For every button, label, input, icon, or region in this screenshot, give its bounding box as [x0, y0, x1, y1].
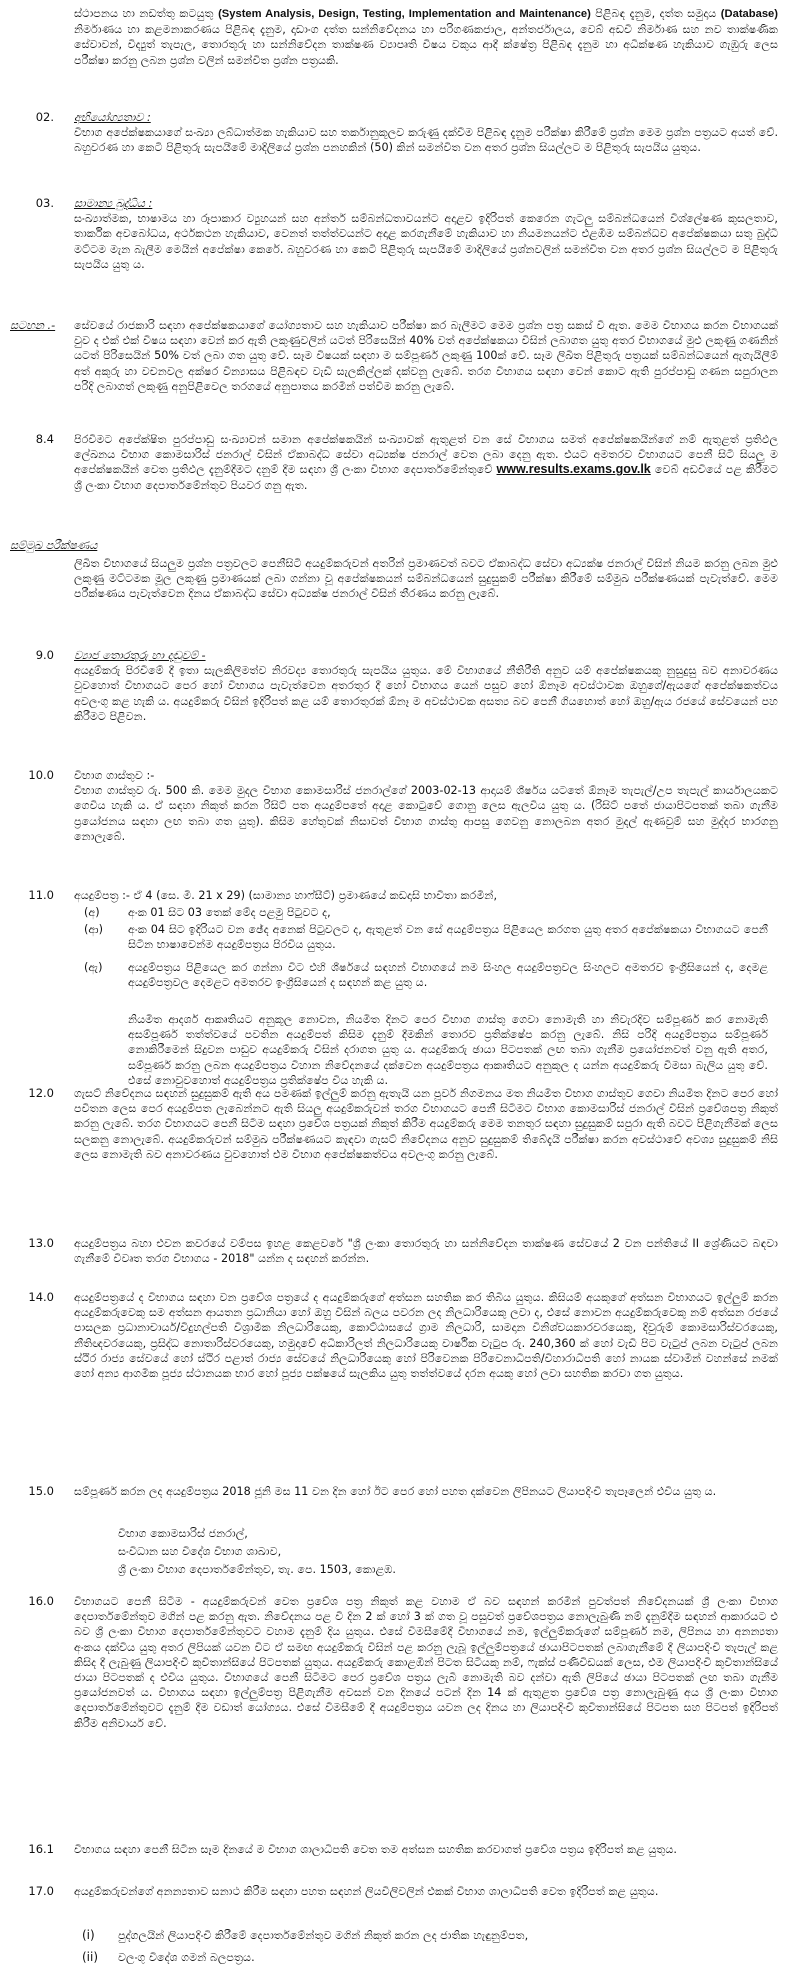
address-line: විභාග කොමසාරිස් ජනරාල්,	[118, 1527, 248, 1540]
section-number: 03.	[35, 196, 54, 210]
section-text: අයදුම්පත්‍රයේ ද විභාගය සඳහා වන ප්‍රවේශ පත්‍රයේ ද අයදුම්කරුගේ අත්සන සහතික කර තිබිය යුතුය. කිසියම් අයකුගේ අත්සන විභාගයට ඉල්ලුම් කරන අයදුම්කරුවෙකු සම අත්සන ආයතන ප්‍රධානියා හෝ ඔහු විසින් බලය පවරන ලද නිලධාරියෙකු ලවා ද, එසේ නොවන අයදුම්කරුවෙකු නම් අත්සන රජයේ පාසලක ප්‍රධානාචාර්ය/විදුහල්පති විශ්‍රාමික නිලධාරියෙකු, කොට්ඨාසයේ ග්‍රාම නිලධාරි, සාමදාන විනිශ්චයකාරවරයෙකු, දිවුරුම් කොමසාරිස්වරයෙකු, නීතිඥවරයෙකු, ප්‍රසිද්ධ නොතාරිස්වරයෙකු, හමුදාවේ අධිකාරිලත් නිලධාරියෙකු වාර්ෂික වැටුප රු. 240,360 ක් හෝ වැඩි පිට වැටුප් ලබන වැටුප් ලබන ස්ථිර රාජ්‍ය සේවයේ හෝ ස්ථිර පළාත් රාජ්‍ය සේවයේ නිලධාරියෙකු හෝ පිරිවෙනක පිරිවෙනාධිපති/විහාරාධිපති හෝ නායක ස්වාමින් වහන්සේ නමක් හෝ අන්‍ය ආගමික පූජ්‍ය ස්ථානයක භාර හෝ පූජ්‍ය පක්ෂයේ සැලකිය යුතු තත්ත්වයේ දරන අයකු හෝ ලවා සහතික කරවා ගත යුතුය.	[74, 1291, 778, 1381]
intro-line1-text: ස්ථාපනය හා නඩත්තු කටයුතු	[74, 7, 214, 20]
section-text: විභාගය සඳහා පෙනී සිටින සෑම දිනයේ ම විභාග ශාලාධිපති වෙත තම අත්සන සහතික කරවාගත් ප්‍රවේශ පත්‍රය ඉදිරිපත් කළ යුතුය.	[74, 1843, 677, 1856]
section-number: 15.0	[28, 1484, 54, 1498]
section-number: 8.4	[35, 432, 54, 446]
section-text: පිරවීමට අපේක්ෂිත පුරප්පාඩු සංඛ්‍යාවන් සමාන අපේක්ෂකයින් සංඛ්‍යාවක් ඇතුළත් වන සේ විභාගය සමත් අපේක්ෂකයින්ගේ නම් ඇතුළත් ප්‍රතිඵල ලේඛනය විභාග කොමසාරිස් ජනරාල් විසින් ඒකාබද්ධ සේවා අධ්‍යක්ෂ ජනරාල් වෙත ලබා දෙනු ඇත. එයට අමතරව විභාගයට පෙනී සිටි සියලු ම අපේක්ෂකයින් වෙත ප්‍රතිඵල දැනුම්දීමට දනුම් දීම සඳහා ශ්‍රී ලංකා විභාග දෙපාර්තමේන්තුවේ	[74, 433, 778, 477]
section-heading: සාමාන්‍ය බුද්ධිය :	[74, 197, 153, 210]
results-website-link[interactable]: www.results.exams.gov.lk	[496, 462, 651, 477]
intro-line2-text: දැනුම, දත්ත සමුදාය	[629, 7, 717, 20]
section-number: 12.0	[28, 1086, 54, 1100]
interview-text: ලිඛිත විභාගයේ සියලුම ප්‍රශ්න පත්‍රවලට පෙනීසිටි අයදුම්කරුවන් අතරින් ප්‍රමාණවත් බවට ඒකාබද්ධ සේවා අධ්‍යක්ෂ ජනරාල් විසින් නියම කරනු ලබන මුළු ලකුණු මට්ටමක මූල ලකුණු ප්‍රමාණයක් ලබා ගන්නා වූ අපේක්ෂකයන් සම්බන්ධයෙන් සුදුසුකම් පරීක්ෂා කිරීමේ සම්මුඛ පරීක්ෂණයක් පැවැත්වේ. මෙම පරීක්ෂණය පැවැත්වෙන දිනය ඒකාබද්ධ සේවා අධ්‍යක්ෂ ජනරාල් විසින් තීරණය කරනු ලැබේ.	[74, 557, 778, 601]
intro-rest: පරිගණකජාල, අන්තර්ජාලය, වෙබ් අඩවි නිර්මාණ සහ නව තාක්ෂණික සේවාවන්, විද්‍යුත් තැපැල, තොරතුරු හා සන්නිවේදන තාක්ෂණ ව්‍යාපෘති විෂය වකුය ආදී ක්ෂේත්‍ර පිළිබඳ දැනුම හා අධීක්ෂණ හැකියාව ගැඹුරු ලෙස පරීක්ෂා කරනු ලබන ප්‍රශ්න වලින් සමන්විත ප්‍රශ්න පත්‍රයකි.	[74, 23, 779, 67]
section-paragraph: නියමිත ආදර්ශ ආකෘතියට අනුකූල නොවන, නියමිත දිනට පෙර විභාග ගාස්තු ගෙවා නොමැති හා නිවැරදිව සම්පූර්ණ කර නොමැති අසම්පූර්ණ තත්ත්වයේ පවතින අයදුම්පත් කිසිම දැනුම් දීමකින් තොරව ප්‍රතික්ෂේප කරනු ලැබේ. නිසි පරිදි අයදුම්පත්‍රය සම්පූර්ණ නොකිරීමෙන් සිදුවන පාඩුව අයදුම්කරු විසින් දරාගත යුතු ය. අයදුම්කරු ඡායා පිටපතක් ලඟ තබා ගැනීම ප්‍රයෝජනවත් වනු ඇති අතර, සම්පූර්ණ කරනු ලබන අයදුම්පත්‍රය විහාන නිවේදනයේ දක්වෙන අයදුම්පත්‍රය ආකෘතියට අනුකූල ද යන්න අයදුම්කරු විමසා බැලිය යුතු වේ. එසේ නොවුවහොත් අයදුම්පත්‍රය ප්‍රතික්ෂේප විය හැකි ය.	[128, 1013, 768, 1087]
section-number: 16.1	[28, 1842, 54, 1856]
interview-heading: සම්මුඛ පරීක්ෂණය	[10, 539, 98, 552]
section-heading: විභාග ගාස්තුව :-	[74, 769, 155, 782]
section-number: 02.	[35, 110, 54, 124]
section-text: අයදුම්කරුවන්ගේ අනන්‍යතාව සනාථ කිරීම සඳහා පහත සඳහන් ලියවිලිවලින් එකක් විභාග ශාලාධිපති වෙත ඉදිරිපත් කළ යුතුය.	[74, 1885, 659, 1898]
list-item-text: අංක 01 සිට 03 තෙක් මේද පළමු පිටුවට ද,	[128, 906, 331, 919]
section-text: අයදුම්පත්‍ර :- ඒ 4 (සෙ. මී. 21 x 29) (සාමාන්‍ය හාෆ්සීට්) ප්‍රමාණයේ කඩදාසි භාවිතා කරමින්,	[74, 889, 498, 902]
section-text: ගැසට් නිවේදනය සඳහන් සුදුසුකම් ඇති අය පමණක් ඉල්ලුම් කරනු ඇතැයි යන පූර්ව නිගමනය මත නියමිත විභාග ගාස්තුව ගෙවා නියමිත දිනට පෙර හෝ පවිතන ලෙස පෙර අයදුම්පත ලැබෙන්නට ඇති සියලු අයදුම්කරුවන් තරග විභාගයට පෙනී සිටීමට විභාග කොමසාරිස් ජනරාල් විසින් ප්‍රවේශපත්‍ර නිකුත් කරනු ලැබේ. තරග විභාගයට පෙනී සිටීම සඳහා ප්‍රවේශ පත්‍රයක් නිකුත් කිරීම අයදුම්කරු මෙම තනතුර සඳහා සුදුසුකම් සපුරා ඇති බවට පිළිගැනීමක් ලෙස සලකනු නොලැබේ. අයදුම්කරුවන් සම්මුඛ පරීක්ෂණයට කැඳවා ගැසට් නිවේදනය අනුව සුදුසුකම් තිබේදැයි පරීක්ෂා කරන අවස්ථාවේ අවශ්‍ය සුදුසුකම් නිසි ලෙස නොමැති බව අනාවරණය වුවහොත් එම විභාග අපේක්ෂකත්වය අවලංගු කරනු ලැබේ.	[74, 1087, 778, 1161]
section-text: සංඛ්‍යාත්මක, භාෂාමය හා රූපාකාර ව්‍යුහයන් සහ අන්තර් සම්බන්ධතාවයන්ට අදාළව ඉදිරිපත් කෙරෙන ගැටලු සම්බන්ධයෙන් විශ්ලේෂණ කුසලතාව, තාර්කික අවබෝධය, අර්ථකථන හැකියාව, වෙනත් තත්ත්වයන්ට අදාළ කරගැනීමේ හැකියාව හා නියමනයන්ට එළඹීම සම්බන්ධව අපේක්ෂකයා සතු බුද්ධි මට්ටම මැන බැලීම මෙයින් අපේක්ෂා කෙරේ. බහුවරණ හා කෙටි පිළිතුරු සැපයීමේ මාදිලියේ ප්‍රශ්නවලින් සමන්විත වන අතර ප්‍රශ්න සියල්ලට ම පිළිතුරු සැපයිය යුතු ය.	[74, 212, 778, 271]
list-item-text: වලංගු විදේශ ගමන් බලපත්‍රය.	[118, 1951, 255, 1964]
section-number: 11.0	[28, 888, 54, 902]
section-text-post: වෙබ් අඩවියේ පළ කිරීමට ශ්‍රී ලංකා විභාග දෙපාර්තමේන්තුව පියවර ගනු ඇත.	[74, 463, 778, 492]
section-text: විභාගයට පෙනී සිටීම - අයදුම්කරුවන් වෙත ප්‍රවේශ පත්‍ර නිකුත් කළ වහාම ඒ බව සඳහන් කරමින් පුවත්පත් නිවේදනයක් ශ්‍රී ලංකා විභාග දෙපාර්තමේන්තුව මගින් පළ කරනු ඇත. නිවේදනය පළ වී දින 2 ක් හෝ 3 ක් ගත වූ පසුවත් ප්‍රවේශපත්‍රය නොලැබුණි නම් දැනුම්දීම සඳහන් ආකාරයට එ බව ශ්‍රී ලංකා විභාග දෙපාර්තමේන්තුවට වහාම දැනුම් දිය යුතුය. එසේ විමසීමේදී විභාගයේ නම, ඉල්ලුම්කරුගේ සම්පූර්ණ නම, ලිපිනය හා අනන්‍යතා අංකය දක්විය යුතු අතර ලිපියක් යවන විට ඒ සමඟ අයදුම්කරු විසින් පළ කරනු ලැබූ ඉල්ලුම්පත්‍රයේ ඡායාපිටපතක් ලබාගැනීමේ දී ලියාපදිංචි තැපැල් කළ කිසිද දී ලැබුණු ලියාපදිංචි කුවිතාන්සියේ පිටපතක් යුතුය. අයදුම්කරු කොළඹින් පිටත සිටියකු නම්, ෆැක්ස් පණිවිඩයක් ලෙස, එම ලියාපදිංචි කුවිතාන්සියේ ජායා පිටපතක් ද එවිය යුතුය. විභාගයේ පෙනී සිටීමට පෙර ප්‍රවේශ පත්‍රය ලැබී නොමැති බව දන්වා ඇති ලිපියේ ඡායා පිටපතක් ලඟ තබා ගැනීම ප්‍රයෝජනවත් ය. විභාගය සඳහා ඉල්ලුම්පත්‍ර පිළිගැනීම අවසන් වන දිනයේ පටන් දින 14 ක් ඇතුළත ප්‍රවේශ පත්‍ර නොලැබුණු අය ශ්‍රී ලංකා විභාග දෙපාර්තමේන්තුවට දැනුම් දීම වඩාත් යෝග්‍යය. එසේ විමසීමේ දී අයදුම්පත්‍රය යවන ලද දිනය හා ලියාපදිංචි කුවිතාන්සියේ පිටපත සහ පිටපත් ඉදිරිපත් කිරීම අනිවාර්ය වේ.	[74, 1595, 778, 1730]
note-lead: සටහන .-	[10, 319, 56, 332]
list-item-text: පුද්ගලයින් ලියාපදිංචි කිරීමේ දෙපාර්තමේන්තුව මගින් නිකුත් කරන ලද ජාතික හැඳුනුම්පත,	[118, 1929, 529, 1942]
list-item-mark: (ඇ)	[84, 961, 103, 974]
section-text: සම්පූර්ණ කරන ලද අයදුම්පත්‍රය 2018 ජූනි මස 11 වන දින හෝ ඊට පෙර හෝ පහත දක්වෙන ලිපිනයට ලියාපදිංචි තැපෑලෙන් එවිය යුතු ය.	[74, 1485, 717, 1498]
section-number: 17.0	[28, 1884, 54, 1898]
list-item-text: අයදුම්පත්‍රය පිළියෙල කර ගන්නා විට එහි ශීර්ෂයේ සඳහන් විභාගයේ නම සිංහල අයදුම්පත්‍රවල සිංහලට අමතරව ඉංග්‍රීසියෙන් ද, දෙමළ අයදුම්පත්‍රවල දෙමළට අමතරව ඉංග්‍රීසියෙන් ද සඳහන් කළ යුතු ය.	[128, 961, 768, 990]
section-text: විභාග ගාස්තුව රු. 500 කි. මෙම මුදල විභාග කොමසාරිස් ජනරාල්ගේ 2003-02-13 ආදායම් ශීර්ෂය යටතේ ඕනෑම තැපැල්/උප තැපැල් කාර්යාලයකට ගෙවිය හැකි ය. ඒ සඳහා නිකුත් කරන රිසිට් පත අයදුම්පතේ අදාළ කොටුවේ ගොනු ලෙස ඇලවිය යුතු ය. (රිසිට් පතේ ජායාපිටපතක් තබා ගැනීම ප්‍රයෝජනය සඳහා ලඟ තබා ගත යුතු). කිසිම හේතුවක් නිසාවත් විභාග ගාස්තු ආපසු ගෙවනු නොලබන අතර මුදල් ඇණවුම් සහ මුද්දර භාරගනු නොලැබේ.	[74, 784, 778, 843]
intro-line2-bold: (Database)	[720, 8, 778, 20]
section-number: 10.0	[28, 768, 54, 782]
section-text: අයදුම්කරු පිරවීමේ දී ඉතා සැලකිලිමත්ව නිරවද්‍ය තොරතුරු සැපයිය යුතුය. මේ විභාගයේ නීතිරීති අනුව යම් අපේක්ෂකයකු නුසුදුසු බව අනාවරණය වුවහොත් විභාගයට පෙර හෝ විභාගය පැවැත්වෙන අතරතුර දී හෝ විභාගය යෙන් පසුව හෝ ඕනෑම අවස්ථාවක ඔහුගේ/ඇයගේ අපේක්ෂකත්වය අවලංගු කළ හැකි ය. අයදුම්කරු විසින් ඉදිරිපත් කළ යම් තොරතුරක් ඕනෑ ම අවස්ථාවක අසත්‍ය බව පෙනී ගියහොත් හෝ ඔහු/ඇය රජයේ සේවයෙන් පහ කිරීමට පිළිවන.	[74, 664, 778, 723]
note-text: සේවයේ රාජකාරි සඳහා අපේක්ෂකයාගේ යෝග්‍යතාව සහ හැකියාව පරීක්ෂා කර බැලීමට මෙම ප්‍රශ්න පත්‍ර සකස් වී ඇත. මෙම විභාගය කරන විභාගයක් වුව ද එක් එක් විෂය සඳහා වෙන් කර ඇති ලකුණුවලින් යටත් පිරිසෙයින් 40% වත් අපේක්ෂකයා විසින් ලබාගත යුතු අතර විභාගයේ මුළු ලකුණු ගණනින් යටත් පිරිසෙයින් 50% වත් ලබා ගත යුතු වේ. සෑම විෂයක් සඳහා ම සම්පූර්ණ ලකුණු 100ක් වේ. සෑම ලිඛිත පිළිතුරු පත්‍රයක් සම්බන්ධයෙන් ඇගැයිලීම් අත් අකුරු හා වචනවල අක්ෂර වින්‍යාසය පිළිබඳව වැඩි සැලකිල්ලක් දක්වනු ලැබේ. තරග විභාගය සඳහා වෙන් කොට ඇති පුරප්පාඩු ගණන සපුරාලන පරිදි ලබාගත් ලකුණු අනුපිළිවෙල තරගයේ අනුපාතය කරමින් පත්වීම කරනු ලැබේ.	[74, 319, 778, 393]
section-heading: අභියෝග්‍යතාව :	[74, 111, 151, 124]
address-line: සංවිධාන සහ විදේශ විභාග ශාඛාව,	[118, 1545, 282, 1558]
address-line: ශ්‍රී ලංකා විභාග දෙපාර්තමේන්තුව, තැ. පෙ. 1503, කොළඹ.	[118, 1563, 396, 1576]
list-item-mark: (අ)	[84, 906, 100, 919]
intro-line2-post: නිර්මාණය හා කළමනාකරණය පිළිබඳ දැනුම, දෘඩාංග දත්ත සන්නිවේදනය හා	[74, 23, 434, 37]
list-item-mark: (i)	[82, 1928, 95, 1942]
list-item-mark: (ii)	[82, 1950, 99, 1964]
intro-line1-bold: (System Analysis, Design, Testing, Implementation and Maintenance)	[218, 8, 591, 20]
section-number: 16.0	[28, 1594, 54, 1608]
intro-line1-post: පිළිබඳ	[595, 7, 626, 20]
section-text: අයදුම්පත්‍රය බහා එවන කවරයේ වම්පස ඉහළ කෙළවරේ "ශ්‍රී ලංකා තොරතුරු හා සන්නිවේදන තාක්ෂණ සේවයේ 2 වන පන්තියේ II ශ්‍රේණියට බඳවා ගැනීමේ විවෘත තරග විභාගය - 2018" යන්න ද සඳහන් කරන්න.	[74, 1237, 778, 1266]
list-item-mark: (ආ)	[84, 923, 104, 936]
section-heading: ව්‍යාජ තොරතුරු හා දඬුවම් -	[74, 649, 206, 662]
section-number: 9.0	[35, 648, 54, 662]
section-number: 13.0	[28, 1236, 54, 1250]
list-item-text: අංක 04 සිට ඉදිරියට වන ඡේද අනෙක් පිටුවලට ද, ඇතුළත් වන සේ අයදුම්පත්‍රය පිළියෙල කරගත යුතු අතර අපේක්ෂකයා විභාගයට පෙනී සිටින භාෂාවෙන්ම අයදුම්පත්‍රය පිරවිය යුතුය.	[128, 923, 768, 952]
section-number: 14.0	[28, 1290, 54, 1304]
section-text: විභාග අපේක්ෂකයාගේ සංඛ්‍යා ලබ්ධාත්මක හැකියාව සහ තර්කානුකූලව කරුණු දක්වීම පිළිබඳ දැනුම පරීක්ෂා කිරීමේ ප්‍රශ්න මෙම ප්‍රශ්න පත්‍රයට අයත් වේ. බහුවරණ හා කෙටි පිළිතුරු සැපයීමේ මාදිලියේ ප්‍රශ්න පනහකින් (50) කින් සමන්විත වන අතර ප්‍රශ්න සියල්ලට ම පිළිතුරු සැපයිය යුතුය.	[74, 126, 778, 155]
